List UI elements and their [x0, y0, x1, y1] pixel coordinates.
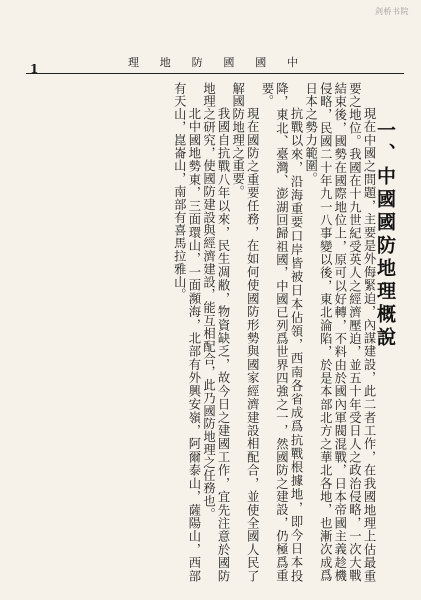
- paragraph: 現在中國之問題，主要是外侮緊迫，內謀建設，此二者工作，在我國地理上估最重要之地位。我國在十九世紀受英人之經濟壓迫，並五十年受日人之政治侵略，一次大戰結束後，國勢在國際地位上，原可以好轉，不料由於國內軍閥混戰，日本帝國主義趁機侵略，民國二十年九一八事變以後，東北淪陷，於是本部北方之華北各地，也漸次成爲日本之勢力範圍。: [303, 82, 376, 582]
- paragraph: 我國自抗戰八年以來，民生凋敝，物資缺乏，故今日之建國工作，宜先注意於國防地理之研究，使國防建設與經濟建設，能互相配合，此乃國防地理之任務也。: [201, 82, 231, 582]
- paragraph: 抗戰以來，沿海重要口岸皆被日本佔領，西南各省成爲抗戰根據地，即今日本投降，東北、臺灣、澎湖回歸祖國，中國已列爲世界四強之一，然國防之建設，仍極爲重要。: [259, 82, 304, 582]
- running-head-char: 理: [128, 56, 139, 69]
- running-head-char: 國: [255, 56, 267, 69]
- running-head-char: 防: [191, 56, 203, 69]
- body-text: [26, 82, 376, 582]
- running-head: [128, 54, 298, 70]
- paragraph: 現在國防之重要任務，在如何使國防形勢與國家經濟建設相配合，並使全國人民了解國防地理之重要。: [230, 82, 260, 582]
- running-head-char: 地: [159, 56, 171, 69]
- watermark: 剑桥书院: [375, 7, 409, 16]
- running-head-char: 中: [286, 56, 298, 69]
- paragraph: 北中國地勢東，三面環山，一面瀕海，北部有外興安嶺，阿爾泰山，薩陽山，西部有天山，崑崙山，南部有喜馬拉雅山。: [172, 82, 201, 582]
- header-rule: [26, 73, 404, 74]
- page-number: 1: [30, 62, 39, 76]
- chapter-title: 一、中國國防地理概說: [374, 120, 396, 350]
- running-head-char: 國: [223, 56, 235, 69]
